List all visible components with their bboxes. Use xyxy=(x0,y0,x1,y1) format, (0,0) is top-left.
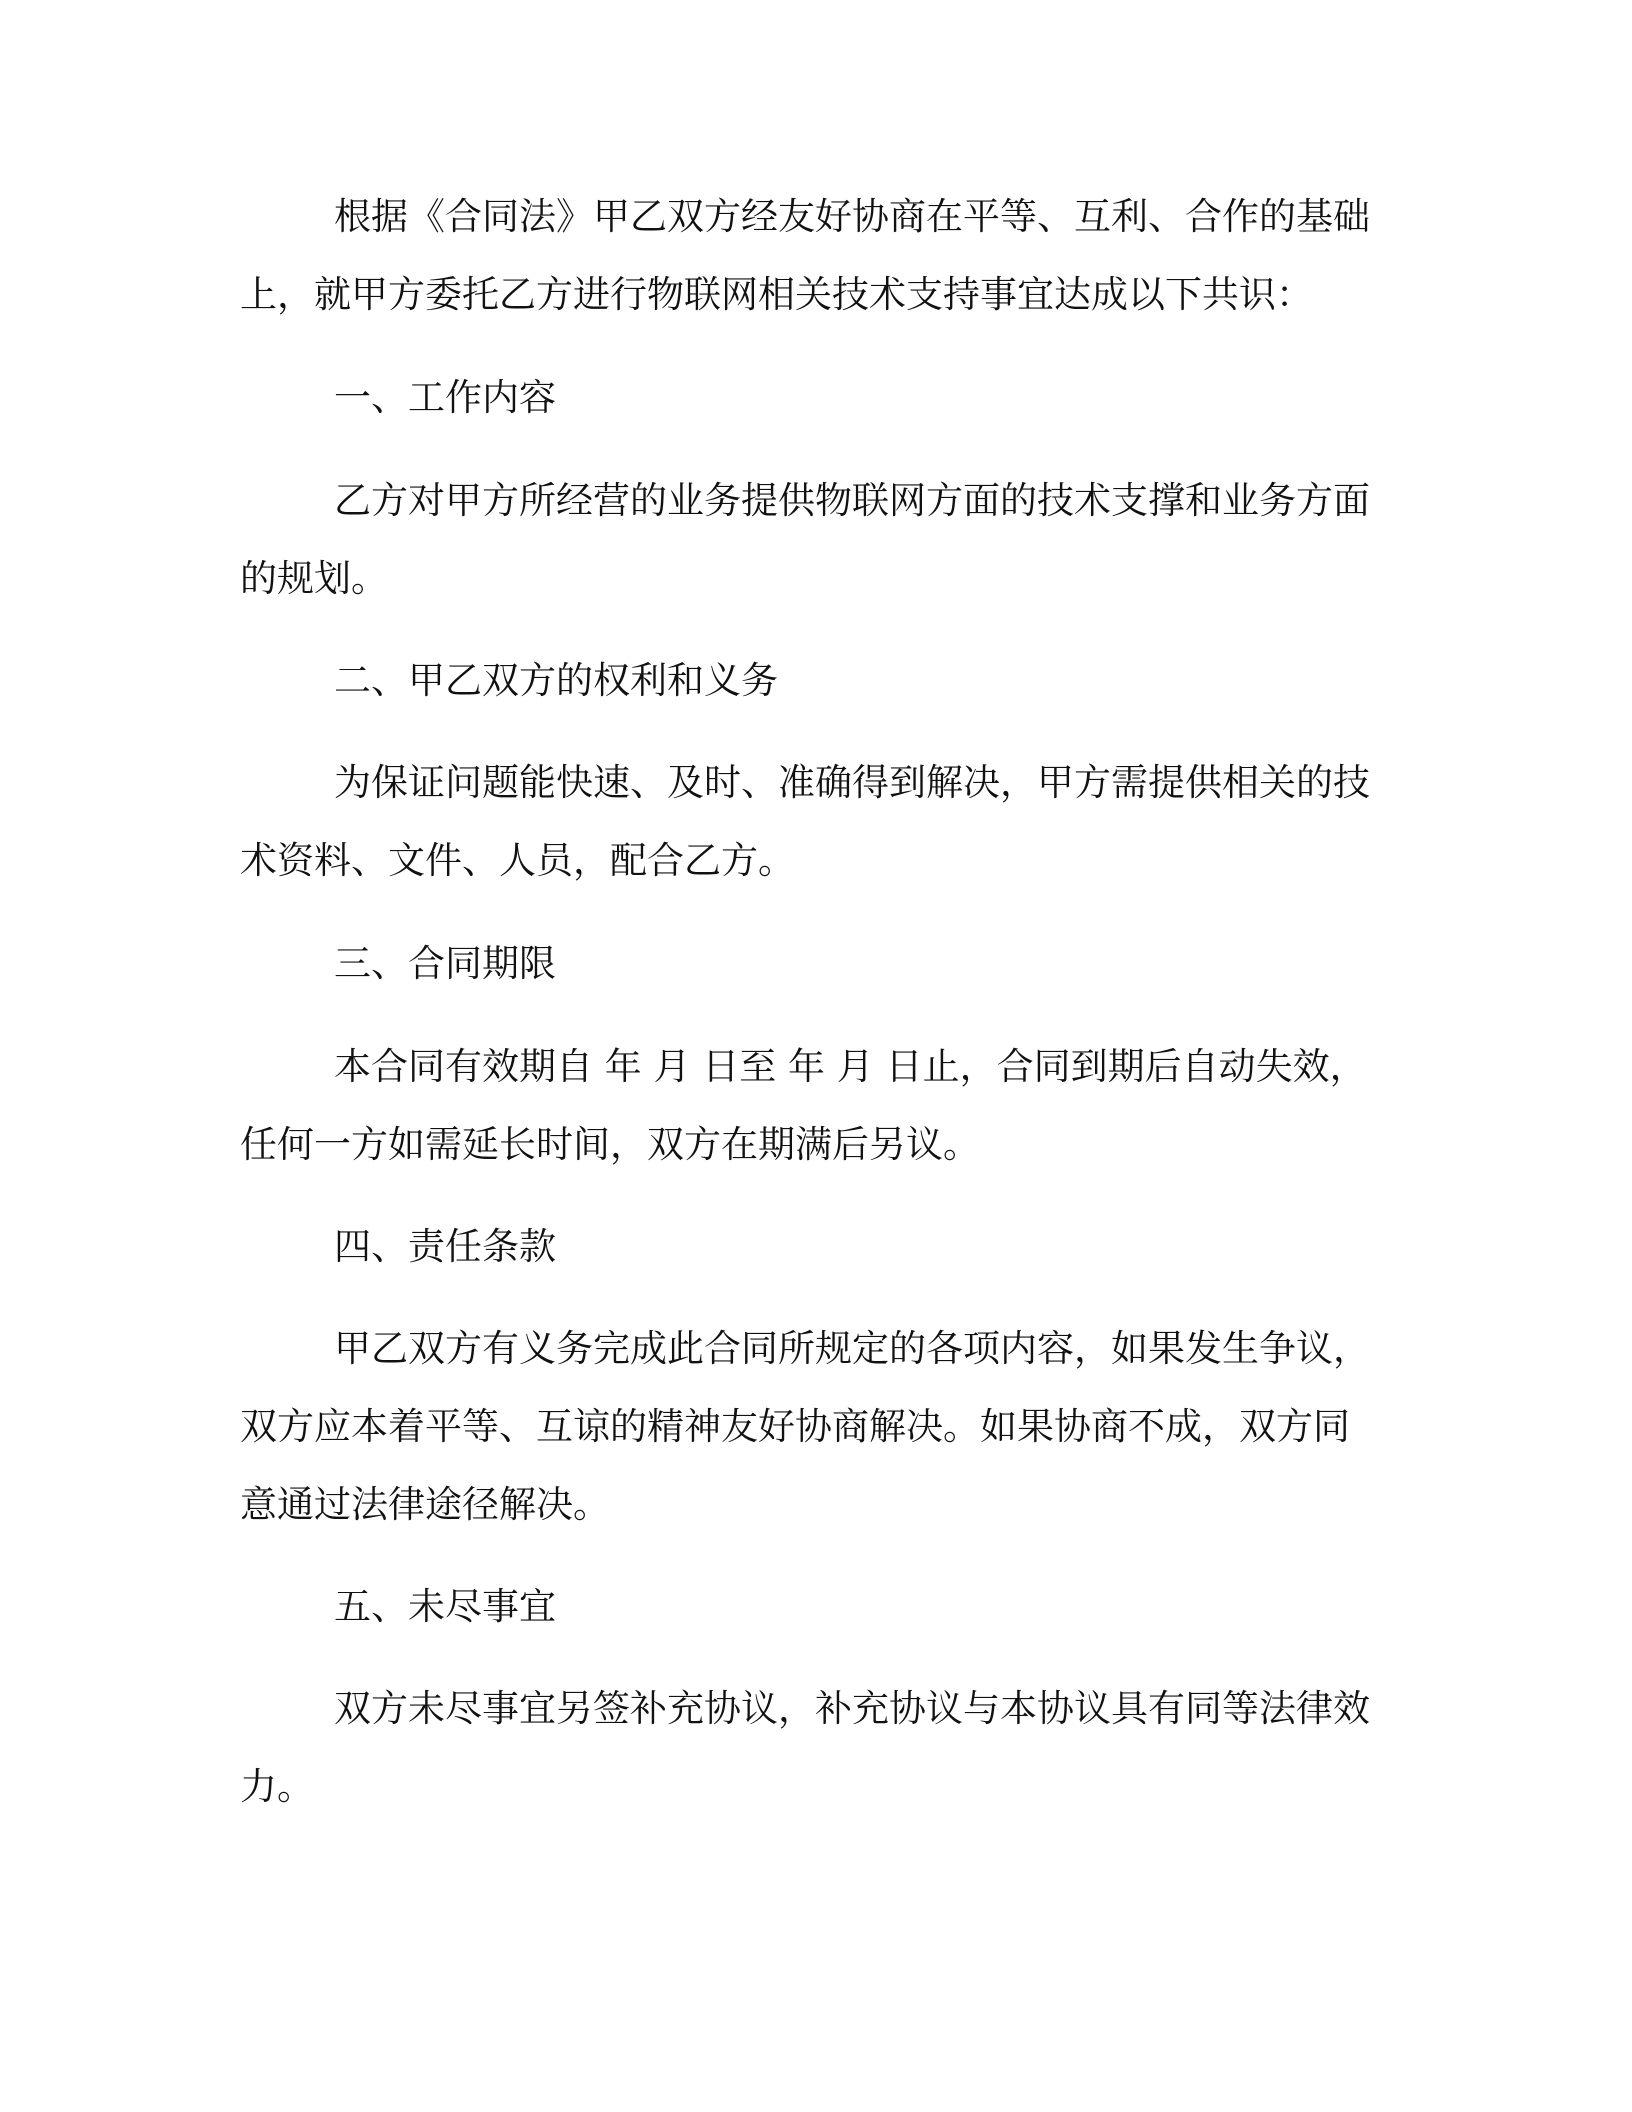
intro-line-1: 根据《合同法》甲乙双方经友好协商在平等、互利、合作的基础 xyxy=(334,195,1370,238)
section-4-heading: 四、责任条款 xyxy=(334,1225,556,1268)
section-3-heading: 三、合同期限 xyxy=(334,942,556,985)
section-5-heading: 五、未尽事宜 xyxy=(334,1585,556,1628)
section-3-line-2: 任何一方如需延长时间，双方在期满后另议。 xyxy=(240,1123,980,1166)
section-4-line-2: 双方应本着平等、互谅的精神友好协商解决。如果协商不成，双方同 xyxy=(240,1405,1350,1448)
section-5-line-2: 力。 xyxy=(240,1765,314,1808)
intro-line-2: 上，就甲方委托乙方进行物联网相关技术支持事宜达成以下共识： xyxy=(240,273,1313,316)
section-3-line-1: 本合同有效期自 年 月 日至 年 月 日止，合同到期后自动失效， xyxy=(334,1045,1367,1088)
section-1-line-2: 的规划。 xyxy=(240,557,388,600)
section-4-line-3: 意通过法律途径解决。 xyxy=(240,1483,610,1526)
section-2-line-1: 为保证问题能快速、及时、准确得到解决，甲方需提供相关的技 xyxy=(334,761,1370,804)
section-2-line-2: 术资料、文件、人员，配合乙方。 xyxy=(240,839,795,882)
section-2-heading: 二、甲乙双方的权利和义务 xyxy=(334,659,778,702)
section-1-heading: 一、工作内容 xyxy=(334,376,556,419)
section-4-line-1: 甲乙双方有义务完成此合同所规定的各项内容，如果发生争议， xyxy=(334,1327,1370,1370)
section-5-line-1: 双方未尽事宜另签补充协议，补充协议与本协议具有同等法律效 xyxy=(334,1687,1370,1730)
section-1-line-1: 乙方对甲方所经营的业务提供物联网方面的技术支撑和业务方面 xyxy=(334,479,1370,522)
